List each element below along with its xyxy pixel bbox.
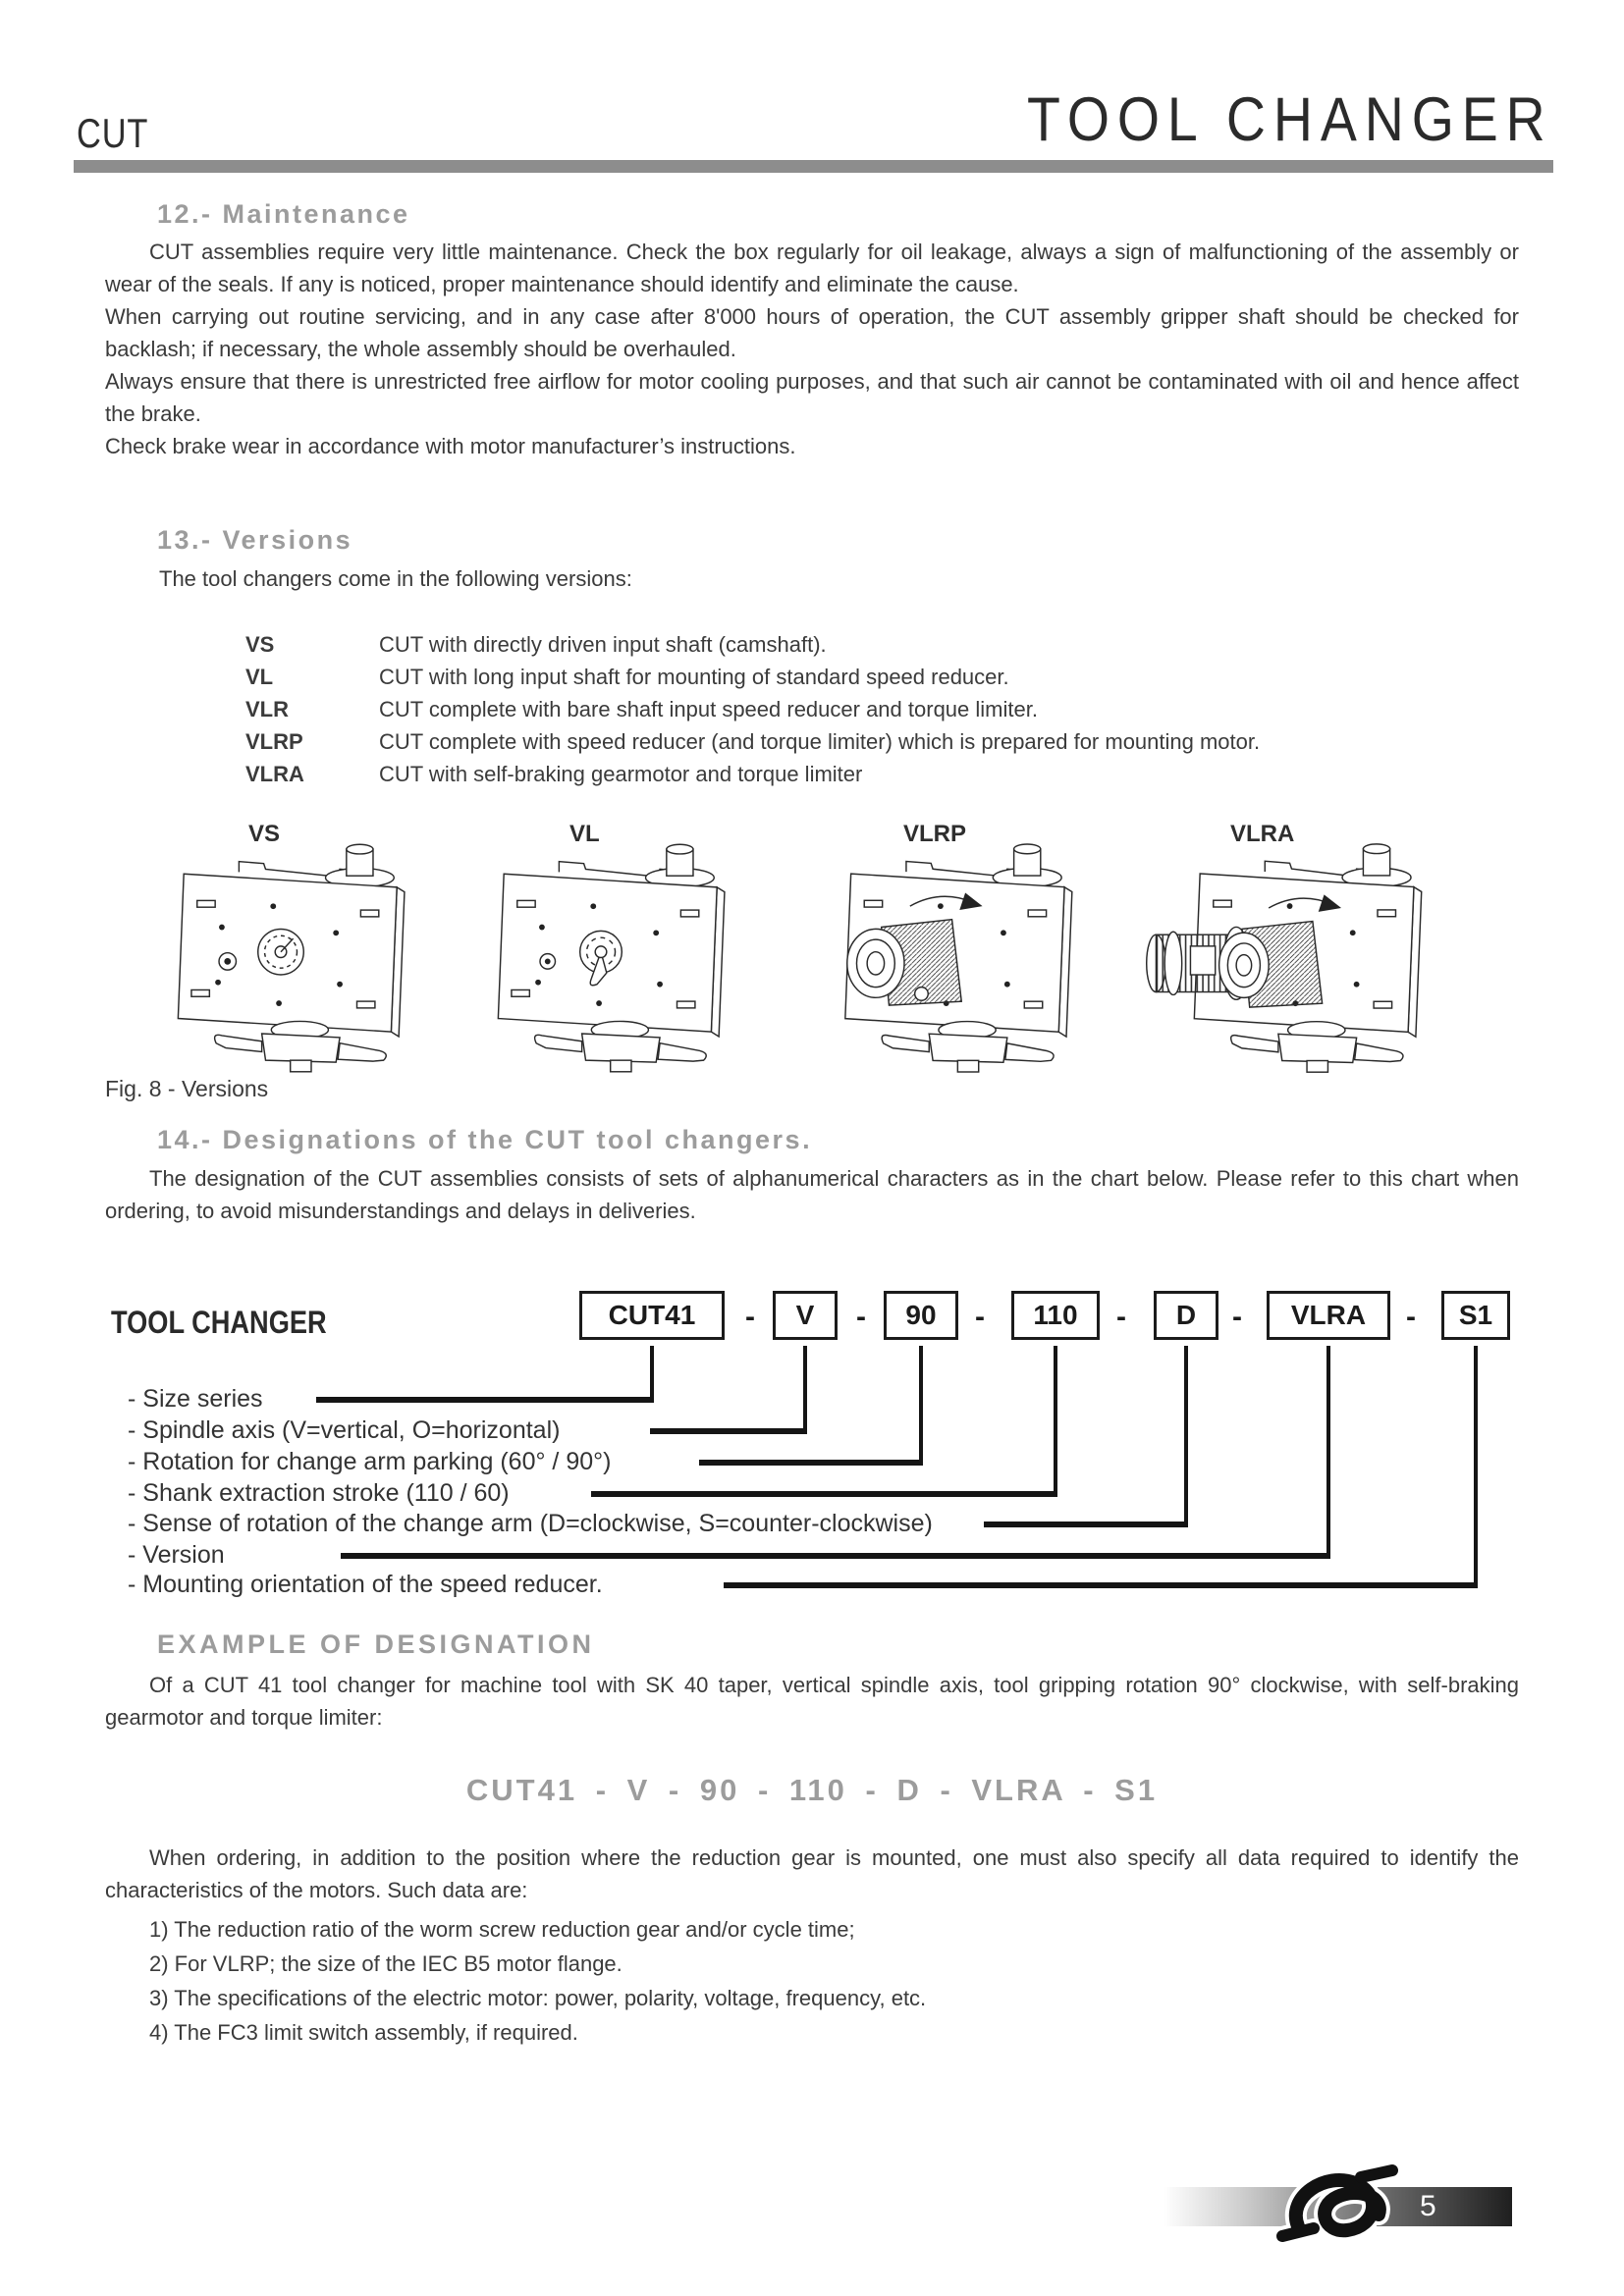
version-description: CUT complete with speed reducer (and torque limiter) which is prepared for mounting motor. — [379, 729, 1261, 754]
example-heading: EXAMPLE OF DESIGNATION — [157, 1629, 595, 1659]
legend-version: - Version — [128, 1541, 225, 1569]
separator-dash: - — [1406, 1301, 1416, 1333]
brand-knot-logo-icon — [1269, 2156, 1406, 2249]
vlra-drawing — [1137, 838, 1481, 1079]
legend-rotation: - Rotation for change arm parking (60° / 90°) — [128, 1448, 612, 1475]
connector-line — [984, 1522, 1188, 1527]
designations-intro: The designation of the CUT assemblies consists of sets of alphanumerical characters as in the chart below. Please refer to this chart when ordering, to avoid misunderstandings and delays in deliveries. — [105, 1166, 1519, 1223]
connector-line — [591, 1491, 1057, 1497]
example-intro: Of a CUT 41 tool changer for machine tool with SK 40 taper, vertical spindle axis, tool gripping rotation 90° clockwise, with self-braking gearmotor and torque limiter: — [105, 1673, 1519, 1730]
connector-line — [724, 1582, 1478, 1588]
example-designation: CUT41 - V - 90 - 110 - D - VLRA - S1 — [465, 1773, 1159, 1807]
legend-spindle-axis: - Spindle axis (V=vertical, O=horizontal) — [128, 1416, 561, 1444]
connector-line — [699, 1460, 923, 1466]
connector-line — [1326, 1346, 1330, 1559]
versions-intro: The tool changers come in the following versions: — [159, 566, 632, 591]
vl-drawing — [479, 838, 784, 1079]
list-item — [245, 758, 1260, 790]
vs-drawing — [159, 838, 463, 1079]
figure-caption: Fig. 8 - Versions — [105, 1076, 269, 1101]
section-heading-versions: 13.- Versions — [157, 525, 353, 555]
figure-label-vlrp: VLRP — [903, 821, 967, 847]
maintenance-p4: Check brake wear in accordance with motor manufacturer’s instructions. — [105, 434, 796, 458]
page-number: 5 — [1420, 2190, 1436, 2222]
connector-line — [1054, 1346, 1057, 1497]
section-heading-maintenance: 12.- Maintenance — [157, 199, 410, 229]
figure-label-vlra: VLRA — [1230, 821, 1295, 847]
maintenance-p1: CUT assemblies require very little maintenance. Check the box regularly for oil leakage, always a sign of malfunctioning of the assembly or wear of the seals. If any is noticed, proper maintenance should identify and eliminate the cause. — [105, 240, 1519, 296]
figure-versions — [147, 821, 1526, 1084]
designation-box-rotation: 90 — [884, 1291, 958, 1340]
ordering-list — [149, 1912, 926, 2050]
connector-line — [1184, 1346, 1188, 1527]
header-rule — [74, 160, 1553, 173]
list-item: 3) The specifications of the electric motor: power, polarity, voltage, frequency, etc. — [149, 1986, 927, 2010]
version-description: CUT with long input shaft for mounting of standard speed reducer. — [379, 665, 1009, 689]
connector-line — [650, 1346, 654, 1403]
separator-dash: - — [975, 1301, 985, 1333]
list-item — [245, 628, 1260, 661]
designation-box-mounting: S1 — [1441, 1291, 1510, 1340]
connector-line — [650, 1428, 807, 1434]
list-item — [245, 725, 1260, 758]
designation-box-size: CUT41 — [579, 1291, 725, 1340]
list-item: 4) The FC3 limit switch assembly, if required. — [149, 2020, 578, 2045]
chart-title: TOOL CHANGER — [111, 1305, 327, 1340]
version-description: CUT with directly driven input shaft (camshaft). — [379, 632, 827, 657]
designation-box-axis: V — [773, 1291, 838, 1340]
designation-box-stroke: 110 — [1011, 1291, 1100, 1340]
version-code: VS — [245, 632, 275, 657]
separator-dash: - — [745, 1301, 755, 1333]
designation-box-version: VLRA — [1267, 1291, 1390, 1340]
list-item — [245, 661, 1260, 693]
figure-label-vs: VS — [248, 821, 281, 847]
connector-line — [919, 1346, 923, 1466]
maintenance-paragraphs — [105, 236, 1519, 462]
vlrp-drawing — [807, 838, 1131, 1079]
connector-line — [316, 1397, 654, 1403]
legend-mounting: - Mounting orientation of the speed reducer. — [128, 1571, 603, 1598]
connector-line — [341, 1553, 1330, 1559]
legend-sense: - Sense of rotation of the change arm (D=clockwise, S=counter-clockwise) — [128, 1510, 933, 1537]
designation-chart — [105, 1281, 1519, 1615]
version-description: CUT complete with bare shaft input speed reducer and torque limiter. — [379, 697, 1038, 721]
connector-line — [803, 1346, 807, 1434]
version-code: VL — [245, 665, 274, 689]
connector-line — [1474, 1346, 1478, 1588]
section-heading-designations: 14.- Designations of the CUT tool changers. — [157, 1125, 813, 1154]
separator-dash: - — [1116, 1301, 1126, 1333]
version-code: VLRA — [245, 762, 304, 786]
ordering-intro-block — [105, 1842, 1519, 1906]
legend-stroke: - Shank extraction stroke (110 / 60) — [128, 1479, 510, 1507]
version-code: VLRP — [245, 729, 303, 754]
example-intro-block — [105, 1669, 1519, 1734]
ordering-intro: When ordering, in addition to the position where the reduction gear is mounted, one must also specify all data required to identify the characteristics of the motors. Such data are: — [105, 1845, 1519, 1902]
designation-box-sense: D — [1154, 1291, 1218, 1340]
brand-text: CUT — [77, 110, 149, 156]
versions-list — [245, 628, 1260, 790]
designations-intro-block — [105, 1162, 1519, 1227]
maintenance-p3: Always ensure that there is unrestricted free airflow for motor cooling purposes, and that such air cannot be contaminated with oil and hence affect the brake. — [105, 369, 1519, 426]
version-description: CUT with self-braking gearmotor and torque limiter — [379, 762, 863, 786]
page-title: TOOL CHANGER — [1027, 85, 1553, 154]
list-item — [245, 693, 1260, 725]
legend-size-series: - Size series — [128, 1385, 263, 1413]
figure-label-vl: VL — [569, 821, 600, 847]
list-item: 2) For VLRP; the size of the IEC B5 motor flange. — [149, 1951, 623, 1976]
maintenance-p2: When carrying out routine servicing, and in any case after 8'000 hours of operation, the CUT assembly gripper shaft should be checked for backlash; if necessary, the whole assembly should be overhauled. — [105, 304, 1519, 361]
list-item: 1) The reduction ratio of the worm screw reduction gear and/or cycle time; — [149, 1917, 855, 1942]
separator-dash: - — [856, 1301, 866, 1333]
version-code: VLR — [245, 697, 289, 721]
separator-dash: - — [1232, 1301, 1242, 1333]
